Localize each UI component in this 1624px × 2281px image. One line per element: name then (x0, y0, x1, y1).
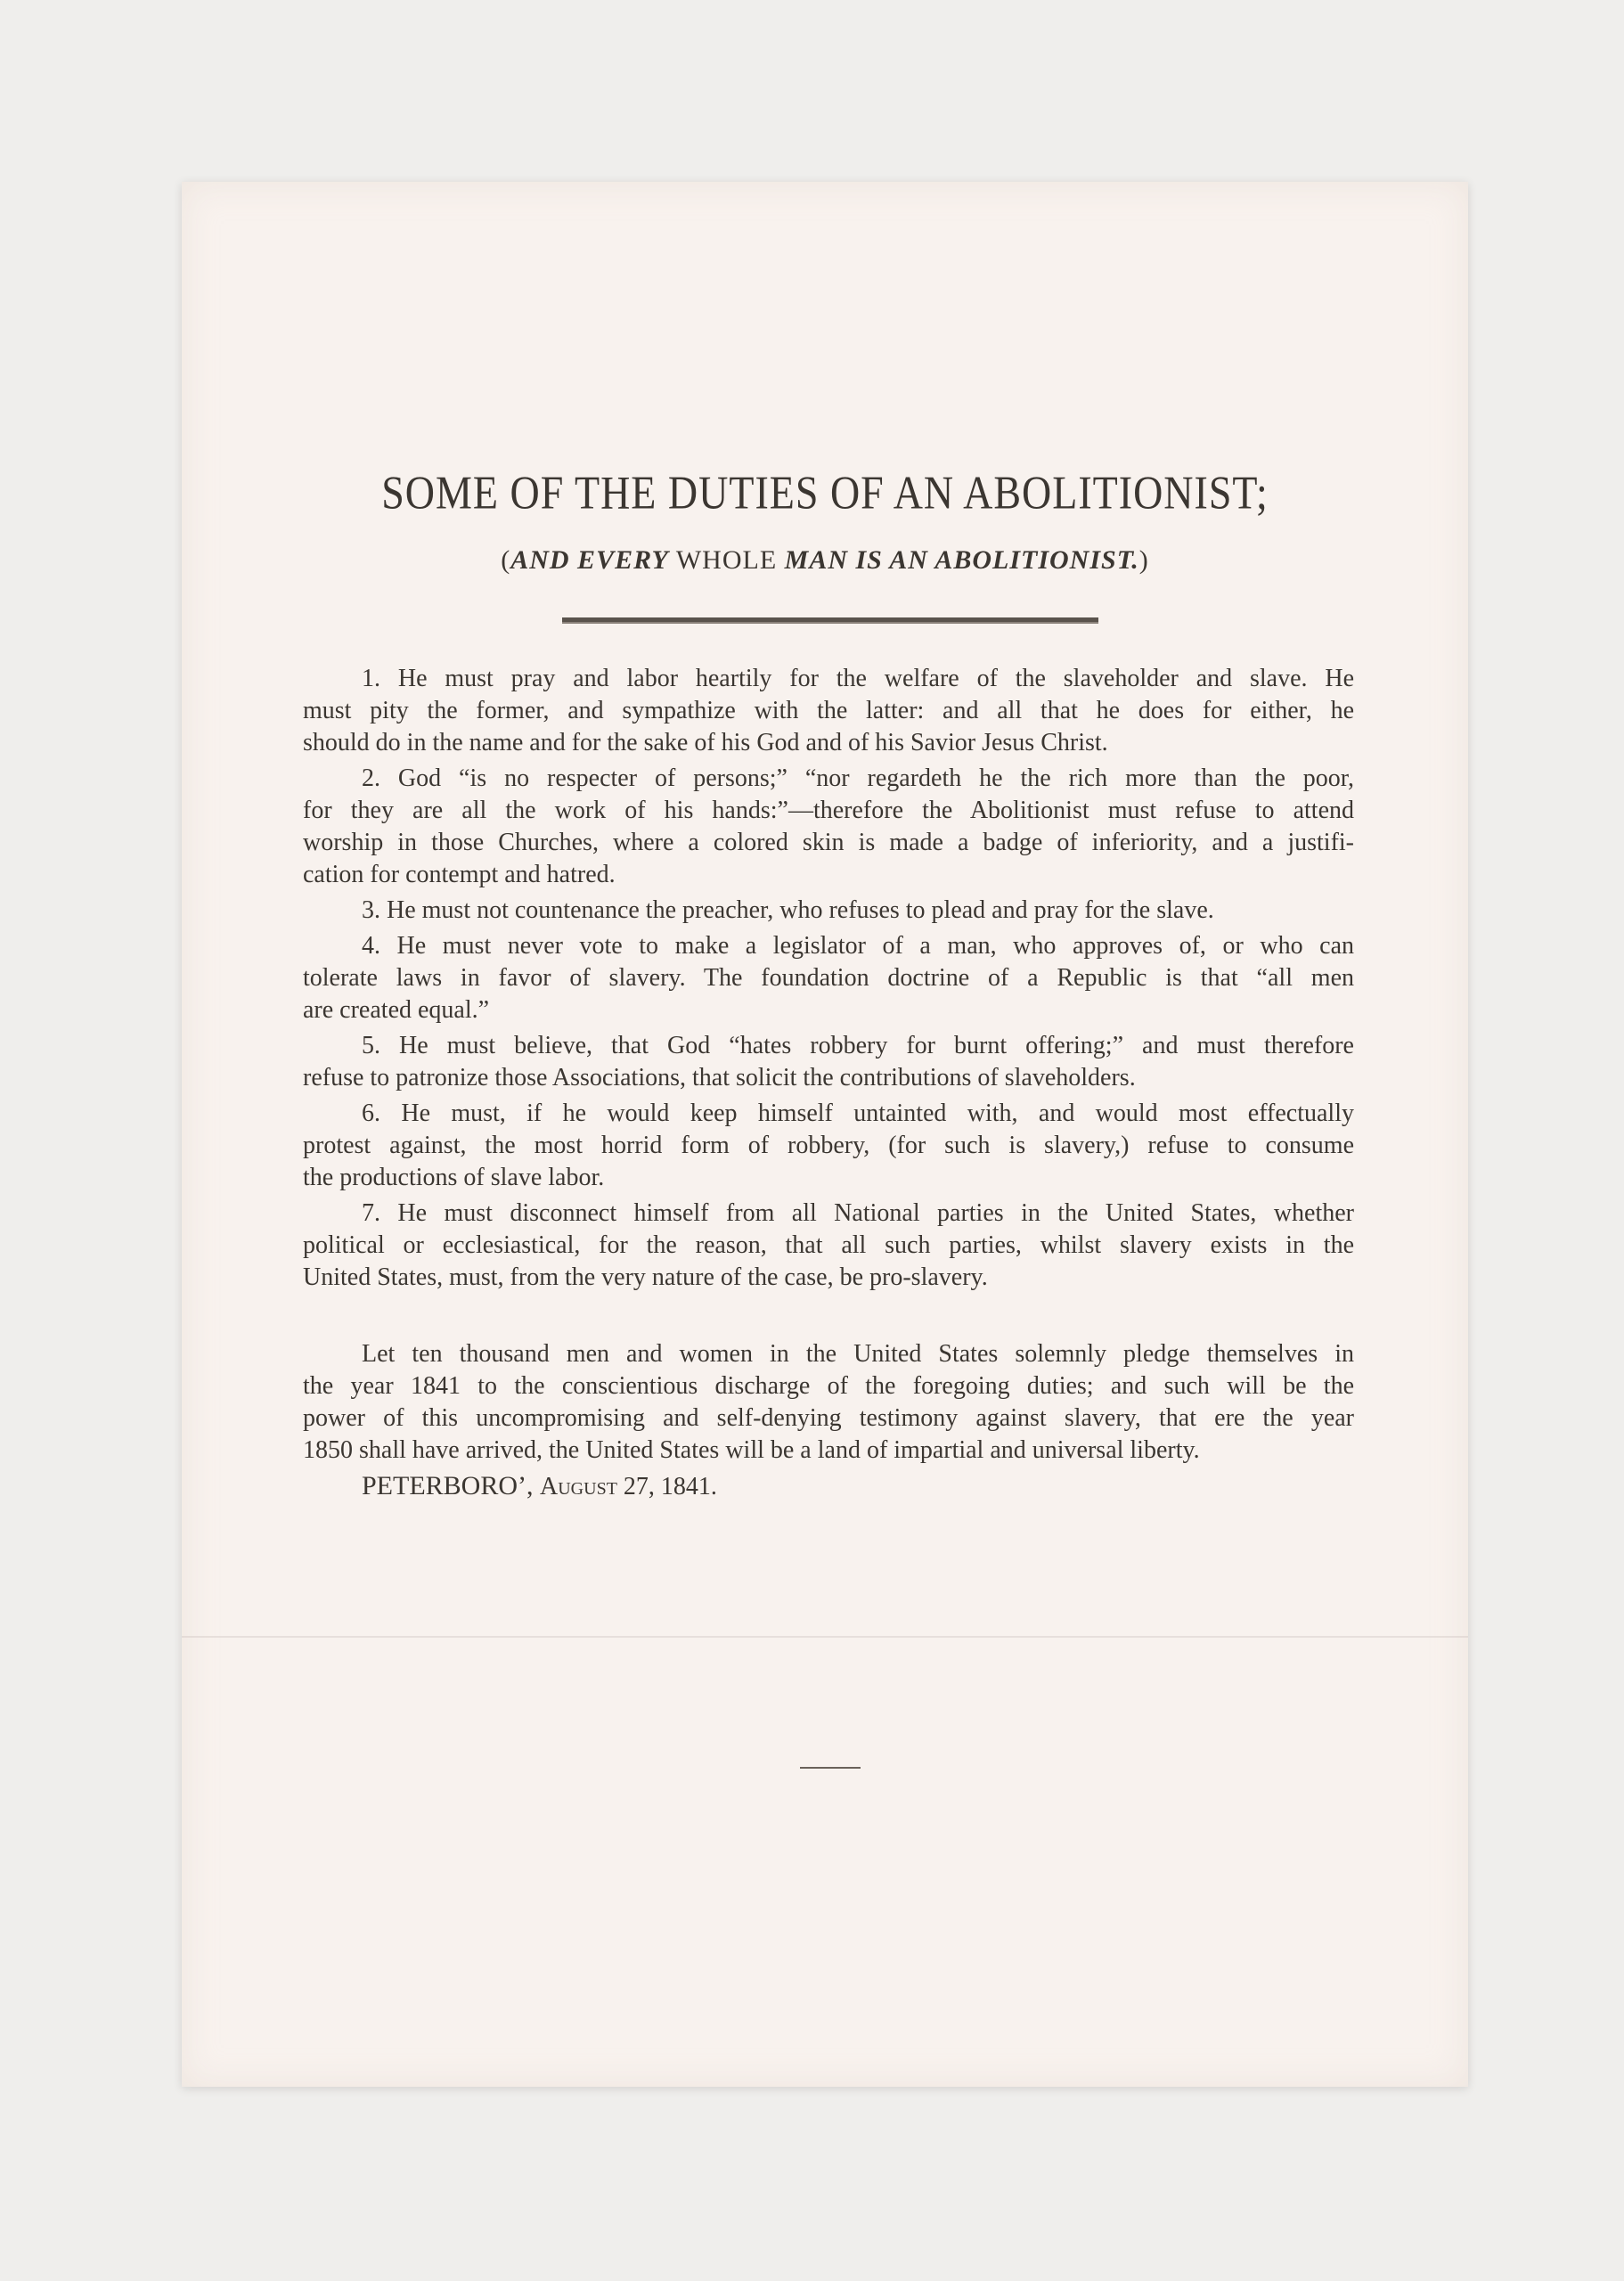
text-line: must pity the former, and sympathize with the latter: and all that he does for either, he (303, 697, 1354, 724)
document-subtitle (182, 545, 1468, 576)
text-line: 5. He must believe, that God “hates robbery for burnt offering;” and must therefore (362, 1032, 1354, 1059)
duty-paragraph (303, 930, 1354, 1026)
text-line: 2. God “is no respecter of persons;” “nor regardeth he the rich more than the poor, (362, 764, 1354, 792)
text-line: should do in the name and for the sake of his God and of his Savior Jesus Christ. (303, 729, 1108, 756)
subtitle-part-3: MAN IS AN ABOLITIONIST. (784, 545, 1139, 575)
text-line: Let ten thousand men and women in the United States solemnly pledge themselves in (362, 1340, 1354, 1368)
subtitle-close: ) (1138, 545, 1149, 575)
text-line: are created equal.” (303, 996, 490, 1024)
duty-paragraph (303, 763, 1354, 891)
title-rule (562, 617, 1098, 624)
text-line: worship in those Churches, where a colored skin is made a badge of inferiority, and a justifi- (303, 829, 1354, 856)
text-line: 7. He must disconnect himself from all National parties in the United States, whether (362, 1199, 1354, 1227)
subtitle-part-2: WHOLE (668, 545, 785, 575)
text-line: cation for contempt and hatred. (303, 861, 616, 888)
text-line: the year 1841 to the conscientious discharge of the foregoing duties; and such will be the (303, 1372, 1354, 1400)
duty-paragraph (303, 663, 1354, 759)
text-line: tolerate laws in favor of slavery. The foundation doctrine of a Republic is that “all men (303, 964, 1354, 992)
text-line: 1. He must pray and labor heartily for the welfare of the slaveholder and slave. He (362, 665, 1354, 692)
text-line: political or ecclesiastical, for the reason, that all such parties, whilst slavery exists in the (303, 1231, 1354, 1259)
text-line: the productions of slave labor. (303, 1164, 605, 1191)
text-line: for they are all the work of his hands:”—therefore the Abolitionist must refuse to attend (303, 797, 1354, 824)
text-line: 4. He must never vote to make a legislator of a man, who approves of, or who can (362, 932, 1354, 960)
signature-date: August 27, 1841. (540, 1473, 717, 1500)
text-line: refuse to patronize those Associations, that solicit the contributions of slaveholders. (303, 1064, 1136, 1091)
fold-crease (182, 1636, 1468, 1638)
text-line: 1850 shall have arrived, the United States will be a land of impartial and universal liberty. (303, 1436, 1200, 1464)
signature-line (303, 1470, 1354, 1503)
document-body (303, 663, 1354, 1503)
subtitle-open: ( (501, 545, 511, 575)
text-line: 6. He must, if he would keep himself untainted with, and would most effectually (362, 1100, 1354, 1127)
text-line: United States, must, from the very nature of the case, be pro-slavery. (303, 1263, 988, 1291)
duties-list (303, 663, 1354, 1294)
text-line: 3. He must not countenance the preacher, who refuses to plead and pray for the slave. (362, 896, 1214, 924)
subtitle-part-1: AND EVERY (510, 545, 669, 575)
duty-paragraph (303, 1098, 1354, 1194)
closing-rule (800, 1767, 861, 1769)
duty-paragraph (303, 1198, 1354, 1294)
broadside-paper (182, 182, 1468, 2087)
duty-paragraph (303, 1030, 1354, 1094)
text-line: protest against, the most horrid form of robbery, (for such is slavery,) refuse to consume (303, 1132, 1354, 1159)
signature-place: PETERBORO’, (362, 1471, 534, 1500)
closing-paragraph (303, 1338, 1354, 1467)
duty-paragraph (303, 895, 1354, 927)
text-line: power of this uncompromising and self-denying testimony against slavery, that ere the year (303, 1404, 1354, 1432)
document-title: SOME OF THE DUTIES OF AN ABOLITIONIST; (381, 466, 1269, 519)
